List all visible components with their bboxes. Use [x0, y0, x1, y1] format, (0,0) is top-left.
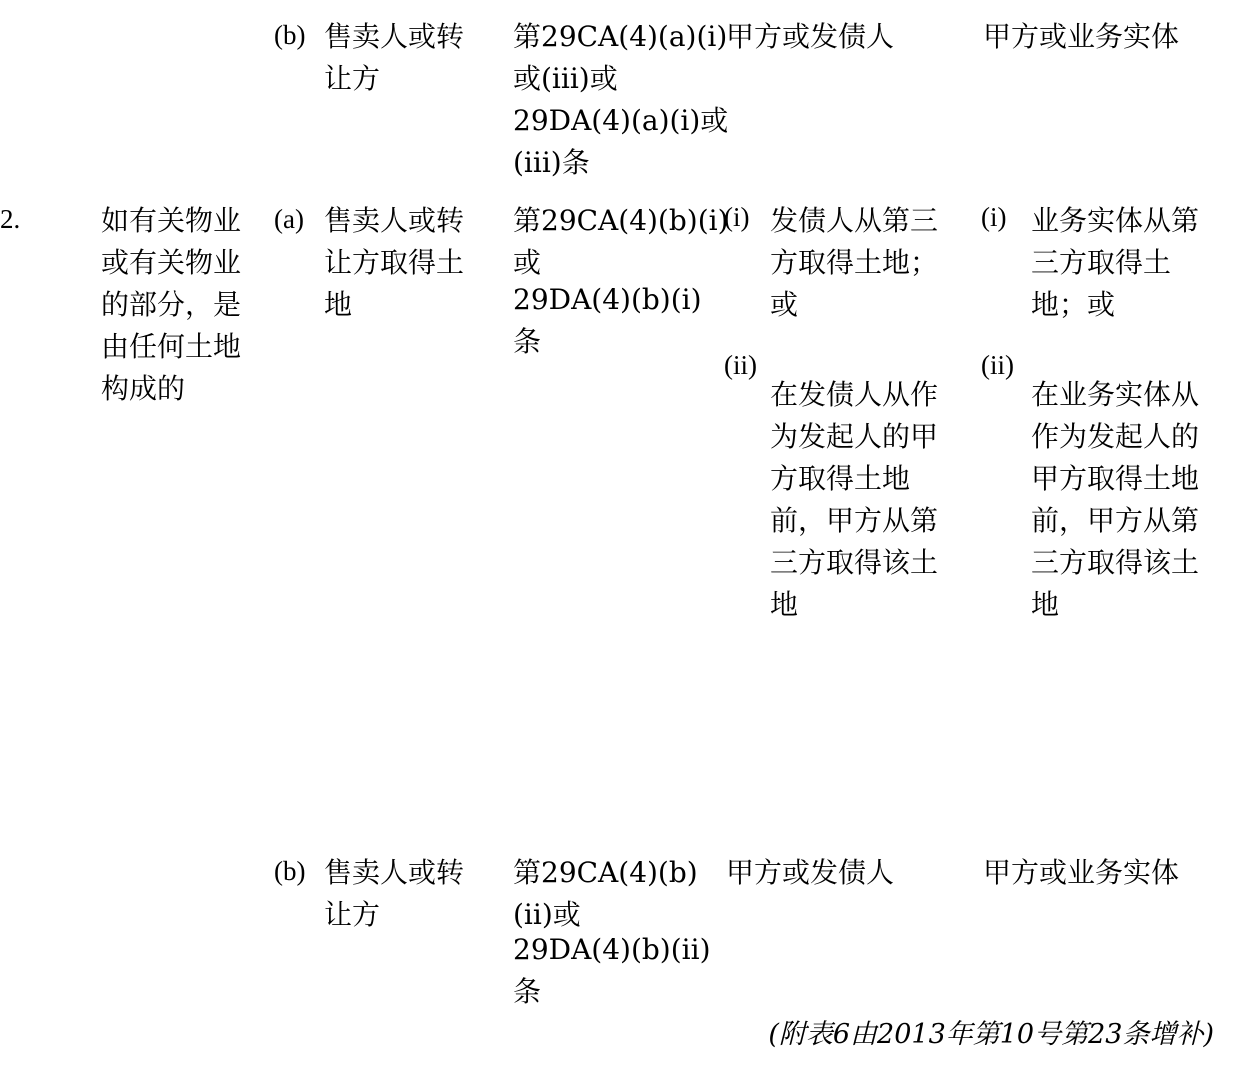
- row2a-entity-ii-line-3: 甲方取得土地: [1031, 462, 1200, 495]
- row2a-issuer-ii-line-3: 方取得土地: [770, 462, 911, 495]
- row2a-issuer-ii-line-5: 三方取得该土: [770, 546, 939, 579]
- row2b-entity-cell: 甲方或业务实体: [983, 856, 1180, 889]
- row2-condition-line-4: 由任何土地: [101, 330, 242, 363]
- row2a-entity-i-line-3: 地；或: [1031, 288, 1116, 321]
- row2a-provision-line-2: 或: [513, 246, 542, 279]
- row2a-issuer-ii-label: (ii): [724, 350, 757, 380]
- row2b-provision-line-4: 条: [513, 975, 542, 1008]
- row2a-provision-line-3: 29DA(4)(b)(i): [513, 283, 702, 316]
- row2a-issuer-i-line-2: 方取得土地；: [770, 246, 939, 279]
- row1b-provision-line-1: 第29CA(4)(a)(i): [513, 20, 728, 53]
- row2a-entity-ii-line-5: 三方取得该土: [1031, 546, 1200, 579]
- amendment-note: (附表6由2013年第10号第23条增补): [768, 1019, 1214, 1050]
- row2a-entity-ii-line-4: 前，甲方从第: [1031, 504, 1200, 537]
- row1b-label: (b): [274, 20, 306, 50]
- row2a-issuer-ii-line-1: 在发债人从作: [770, 378, 939, 411]
- row2b-party-line-2: 让方: [324, 898, 381, 931]
- row2a-entity-ii-label: (ii): [981, 350, 1014, 380]
- row2a-entity-ii-line-2: 作为发起人的: [1031, 420, 1200, 453]
- row1b-provision-line-3: 29DA(4)(a)(i)或: [513, 104, 729, 137]
- row2b-label: (b): [274, 856, 306, 886]
- row2a-entity-i-line-1: 业务实体从第: [1031, 204, 1200, 237]
- row2b-provision-line-1: 第29CA(4)(b): [513, 856, 698, 889]
- row2-condition-line-2: 或有关物业: [101, 246, 242, 279]
- row2a-party-line-3: 地: [324, 288, 353, 321]
- row2-condition-line-1: 如有关物业: [101, 204, 242, 237]
- row2a-provision-line-1: 第29CA(4)(b)(i): [513, 204, 729, 237]
- row1b-entity-cell: 甲方或业务实体: [983, 20, 1180, 53]
- row2a-entity-i-label: (i): [981, 202, 1007, 232]
- row2a-issuer-ii-line-6: 地: [770, 588, 799, 621]
- row2a-entity-i-line-2: 三方取得土: [1031, 246, 1172, 279]
- row2a-issuer-i-label: (i): [724, 202, 750, 232]
- row2-condition-line-3: 的部分，是: [101, 288, 242, 321]
- row2a-party-line-2: 让方取得土: [324, 246, 465, 279]
- row2a-label: (a): [274, 204, 304, 234]
- row1b-issuer-cell: 甲方或发债人: [726, 20, 895, 53]
- row2-number: 2.: [0, 204, 21, 234]
- row1b-party-line-1: 售卖人或转: [324, 20, 465, 53]
- row2a-issuer-ii-line-4: 前，甲方从第: [770, 504, 939, 537]
- row2-condition-line-5: 构成的: [101, 372, 186, 405]
- row1b-provision-line-4: (iii)条: [513, 146, 590, 179]
- row1b-provision-line-2: 或(iii)或: [513, 62, 618, 95]
- row2b-party-line-1: 售卖人或转: [324, 856, 465, 889]
- row1b-party-line-2: 让方: [324, 62, 381, 95]
- row2a-party-line-1: 售卖人或转: [324, 204, 465, 237]
- row2a-issuer-i-line-3: 或: [770, 288, 799, 321]
- row2a-issuer-ii-line-2: 为发起人的甲: [770, 420, 939, 453]
- row2a-issuer-i-line-1: 发债人从第三: [770, 204, 939, 237]
- row2b-provision-line-3: 29DA(4)(b)(ii): [513, 933, 711, 966]
- row2a-entity-ii-line-1: 在业务实体从: [1031, 378, 1200, 411]
- row2b-provision-line-2: (ii)或: [513, 898, 581, 931]
- row2b-issuer-cell: 甲方或发债人: [726, 856, 895, 889]
- row2a-entity-ii-line-6: 地: [1031, 588, 1060, 621]
- row2a-provision-line-4: 条: [513, 325, 542, 358]
